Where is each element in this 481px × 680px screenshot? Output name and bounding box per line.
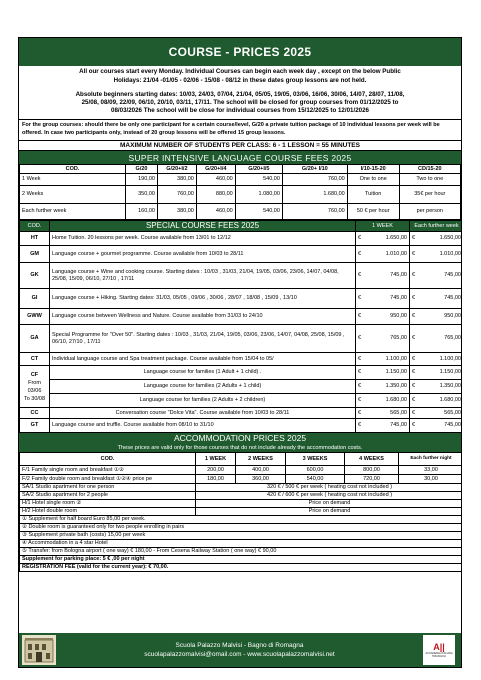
acc-header-4weeks: 4 WEEKS [345, 453, 399, 466]
accademia-logo [423, 635, 455, 665]
acc-header-night: Each further night [399, 453, 463, 466]
accommodation-header [19, 433, 461, 452]
super-intensive-title: SUPER INTENSIVE LANGUAGE COURSE FEES 2025 [19, 151, 461, 164]
sp-header-cod: COD. [20, 221, 50, 232]
contact-line[interactable]: scuolapalazzomalvisi@omail.com - www.scuolapalazzomalvisi.net [144, 651, 335, 658]
special-courses-table [19, 220, 462, 433]
school-name: Scuola Palazzo Malvisi - Bagno di Romagna [175, 642, 304, 649]
table-row: GM Language course + gourmet programme. Course available from 10/03 to 28/11 € 1.010,00 € 1.010,00 [20, 246, 463, 263]
si-header-g20i10: G/20+ I/10 [282, 165, 347, 174]
si-header-cd: CD/15-20 [399, 165, 460, 174]
table-row: HT Home Tuition. 20 lessons per week. Course available from 13/01 to 12/12 € 1.650,00 € 1.650,00 [20, 232, 463, 246]
accommodation-table [19, 452, 462, 572]
acc-header-3weeks: 3 WEEKS [286, 453, 345, 466]
si-header-g20i4: G/20+I/4 [196, 165, 235, 174]
table-row: GA Special Programme for "Over 50". Starting dates : 10/03 , 31/03, 21/04, 19/05, 03/06, 23/06, 14/07, 04/08, 25/08, 15/09 , 06/10, 27/10 , 17/11 € 765,00 € 765,00 [20, 325, 463, 353]
sp-header-week: 1 WEEK [356, 221, 410, 232]
price-list-page [18, 37, 462, 668]
accademia-logo-mark: A|| [433, 641, 445, 652]
accommodation-subtitle: These prices are valid only for those courses that do not include already the accommodation costs. [117, 445, 363, 451]
si-header-cod: COD. [20, 165, 126, 174]
table-row: GT Language course and truffle. Course available from 08/10 to 31/10 € 745,00 € 745,00 [20, 419, 463, 433]
note-row: ⑤ Transfer: from Bologna airport ( one way) € 180,00 - From Cesena Railway Station ( one way) € 90,00 [20, 548, 463, 556]
acc-header-cod: COD. [20, 453, 196, 466]
table-row: 1 Week 190,00 380,00 460,00 540,00 760,00 One to one Two to one [20, 174, 461, 186]
table-row: H/1 Hotel single room ② Price on demand [20, 500, 463, 508]
table-row: F/2 Family double room and breakfast ①②④ price pe 180,00 360,00 540,00 720,00 30,00 [20, 475, 463, 484]
max-students-bar: MAXIMUM NUMBER OF STUDENTS PER CLASS: 6 - 1 LESSON = 55 MINUTES [19, 140, 461, 151]
table-row: GWW Language course between Wellness and Nature. Course available from 31/03 to 24/10 € 950,00 € 950,00 [20, 309, 463, 325]
acc-header-2weeks: 2 WEEKS [236, 453, 286, 466]
table-row: F/1 Family single room and breakfast ①② 200,00 400,00 600,00 800,00 33,00 [20, 466, 463, 475]
table-row: CC Conversation course "Dolce Vita". Course available from 10/03 to 28/11 € 565,00 € 565,00 [20, 408, 463, 419]
note-row: REGISTRATION FEE (valid for the current year): € 70,00. [20, 564, 463, 572]
beginners-dates: Absolute beginners starting dates: 10/03, 24/03, 07/04, 21/04, 05/05, 19/05, 03/06, 16/06, 30/06, 14/07, 28/07, 11/08, 25/08, 08/09, 22/09, 06/10, 20/10, 03/11, 17/11. The school will be closed for group courses from 01/12/2025 to 08/03/2026 The school will be close for individual courses from 15/12/2025 to 12/01/2026 [75, 91, 405, 114]
table-row: CT Individual language course and Spa treatment package. Course available from 15/04 to 05/ € 1.100,00 € 1.100,00 [20, 353, 463, 366]
acc-header-1week: 1 WEEK [196, 453, 236, 466]
table-row: Language course for families (2 Adults + 1 child) € 1.350,00 € 1.350,00 [20, 380, 463, 394]
table-row: CF From 03/06 To 30/08 Language course for families (1 Adult + 1 child) . € 1.150,00 € 1.150,00 [20, 366, 463, 380]
table-row: SA/2 Studio apartment for 2 people 420 € / 600 € per week ( heating cost not included ) [20, 492, 463, 500]
special-courses-title: SPECIAL COURSE FEES 2025 [50, 221, 356, 232]
note-row: ④ Accommodation in a 4 star Hotel [20, 540, 463, 548]
table-row: H/2 Hotel double room Price on demand [20, 508, 463, 516]
footer [19, 633, 461, 667]
si-header-g20i2: G/20+I/2 [157, 165, 196, 174]
accademia-logo-text: ACCADEMIA ITALIANA TRIANGOLI [425, 651, 453, 658]
building-icon [24, 637, 54, 663]
super-intensive-table [19, 164, 461, 220]
table-row: GK Language course + Wine and cooking course. Starting dates : 10/03 , 31/03, 21/04, 19/05, 03/06, 23/06, 14/07, 04/08, 25/08, 15/09, 06/10, 27/10 , 17/11 € 745,00 € 745,00 [20, 263, 463, 289]
table-row: 2 Weeks 350,00 760,00 880,00 1.080,00 1.680,00 Tuition 35€ per hour [20, 186, 461, 204]
palazzo-logo [22, 635, 56, 665]
table-row: SA/1 Studio apartment for one person 320 € / 500 € per week ( heating cost not included ) [20, 484, 463, 492]
footer-contact [56, 641, 423, 659]
table-row: Each further week 160,00 380,00 460,00 540,00 760,00 50 € per hour per person [20, 204, 461, 220]
note-row: ③ Supplement private bath (costs) 15,00 per week [20, 532, 463, 540]
si-header-g20: G/20 [126, 165, 158, 174]
table-row: Language course for families (2 Adults + 2 children) € 1.680,00 € 1.680,00 [20, 394, 463, 408]
page-title: COURSE - PRICES 2025 [19, 38, 461, 66]
table-row: GI Language course + Hiking. Starting dates: 31/03, 05/05 , 09/06 , 30/06 , 28/07 , 18/08 , 15/09 , 13/10 € 745,00 € 745,00 [20, 289, 463, 309]
sp-header-further: Each further week [410, 221, 463, 232]
note-row: Supplement for parking place: 5 € ,00 per night [20, 556, 463, 564]
si-header-g20i5: G/20+I/5 [235, 165, 282, 174]
intro-text: All our courses start every Monday. Individual Courses can begin each week day , except on the below Public Holidays: 21/04 -01/05 - 02/06 - 15/08 - 08/12 in these dates group lessons are not held. [79, 68, 401, 84]
note-row: ① Supplement for half board Euro 85,00 per week. [20, 516, 463, 524]
si-header-i10: I/10-15-20 [347, 165, 399, 174]
group-course-note: For the group courses: should there be only one participant for a certain course/level, G/20 a private tuition package of 10 individual lessons per week will be offered. In case two participants only, instead of 20 group lessons will be offered 15 group lessons. [19, 119, 461, 140]
accommodation-title: ACCOMMODATION PRICES 2025 [173, 433, 307, 443]
note-row: ② Double room is guaranteed only for two people enrolling in pairs [20, 524, 463, 532]
